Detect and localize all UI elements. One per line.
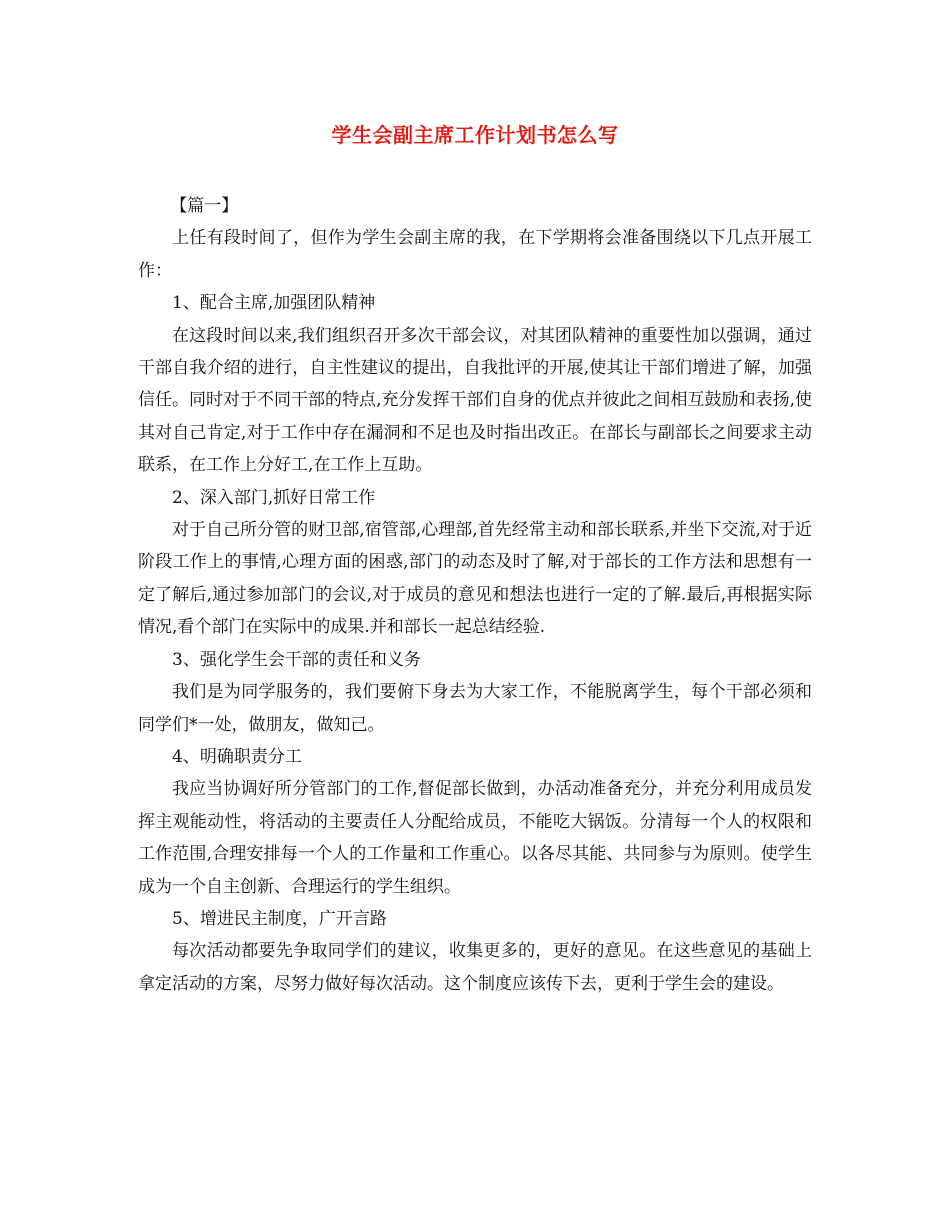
intro-paragraph: 上任有段时间了，但作为学生会副主席的我，在下学期将会准备围绕以下几点开展工作： [138, 228, 812, 281]
document-title: 学生会副主席工作计划书怎么写 [331, 123, 619, 147]
section-body-3: 我们是为同学服务的，我们要俯下身去为大家工作，不能脱离学生，每个干部必须和同学们*一处，做朋友，做知己。 [138, 682, 812, 735]
section-heading-2: 2、深入部门,抓好日常工作 [172, 487, 376, 508]
section-heading-1: 1、配合主席,加强团队精神 [172, 293, 376, 314]
section-heading-5: 5、增进民主制度，广开言路 [172, 908, 387, 929]
section-body-1: 在这段时间以来,我们组织召开多次干部会议，对其团队精神的重要性加以强调，通过干部自我介绍的进行，自主性建议的提出，自我批评的开展,使其让干部们增进了解，加强信任。同时对于不同干部的特点,充分发挥干部们自身的优点并彼此之间相互鼓励和表扬,使其对自己肯定,对于工作中存在漏洞和不足也及时指出改正。在部长与副部长之间要求主动联系，在工作上分好工,在工作上互助。 [138, 325, 812, 476]
section-body-5: 每次活动都要先争取同学们的建议，收集更多的，更好的意见。在这些意见的基础上拿定活动的方案，尽努力做好每次活动。这个制度应该传下去，更利于学生会的建设。 [138, 941, 812, 994]
section-heading-4: 4、明确职责分工 [172, 746, 302, 767]
section-heading-3: 3、强化学生会干部的责任和义务 [172, 649, 421, 670]
part-heading: 【篇一】 [170, 196, 239, 216]
section-body-2: 对于自己所分管的财卫部,宿管部,心理部,首先经常主动和部长联系,并坐下交流,对于近阶段工作上的事情,心理方面的困惑,部门的动态及时了解,对于部长的工作方法和思想有一定了解后,通过参加部门的会议,对于成员的意见和想法也进行一定的了解.最后,再根据实际情况,看个部门在实际中的成果.并和部长一起总结经验. [138, 520, 812, 638]
section-body-4: 我应当协调好所分管部门的工作,督促部长做到，办活动准备充分，并充分利用成员发挥主观能动性，将活动的主要责任人分配给成员，不能吃大锅饭。分清每一个人的权限和工作范围,合理安排每一个人的工作量和工作重心。以各尽其能、共同参与为原则。使学生成为一个自主创新、合理运行的学生组织。 [138, 779, 812, 897]
document-body [138, 190, 812, 1000]
